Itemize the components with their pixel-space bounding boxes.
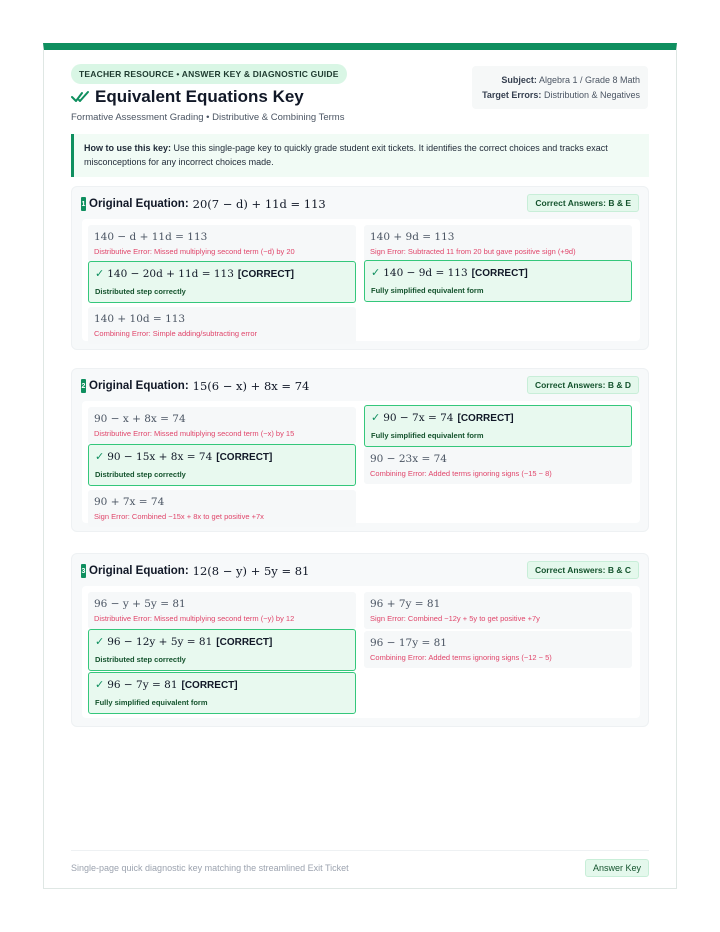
option-equation: 140 + 9d = 113 bbox=[370, 231, 455, 243]
option-card bbox=[364, 447, 632, 484]
correct-note: Distributed step correctly bbox=[95, 287, 186, 296]
correct-tag: [CORRECT] bbox=[216, 637, 273, 648]
answer-key-page bbox=[43, 43, 677, 889]
option-card-correct bbox=[88, 444, 356, 486]
error-note: Distributive Error: Missed multiplying second term (−x) by 15 bbox=[94, 429, 295, 438]
correct-tag: [CORRECT] bbox=[181, 680, 238, 691]
section-number: 1 bbox=[81, 197, 86, 211]
section-label: Original Equation: bbox=[89, 565, 189, 577]
section-number: 3 bbox=[81, 564, 86, 578]
subject-label: Subject: bbox=[501, 75, 537, 85]
correct-note: Fully simplified equivalent form bbox=[371, 286, 484, 295]
meta-box bbox=[472, 66, 648, 109]
option-equation: 96 + 7y = 81 bbox=[370, 598, 441, 610]
original-equation: 12(8 − y) + 5y = 81 bbox=[192, 564, 310, 578]
original-equation: 20(7 − d) + 11d = 113 bbox=[192, 197, 326, 211]
error-note: Sign Error: Subtracted 11 from 20 but gave positive sign (+9d) bbox=[370, 247, 576, 256]
check-icon: ✓ bbox=[371, 266, 381, 279]
double-check-icon bbox=[71, 89, 91, 105]
correct-answers-badge: Correct Answers: B & D bbox=[527, 376, 639, 394]
correct-answers-badge: Correct Answers: B & C bbox=[527, 561, 639, 579]
error-note: Combining Error: Added terms ignoring signs (−15 − 8) bbox=[370, 469, 552, 478]
subject-value: Algebra 1 / Grade 8 Math bbox=[538, 75, 640, 85]
error-note: Distributive Error: Missed multiplying second term (−d) by 20 bbox=[94, 247, 295, 256]
resource-tag: TEACHER RESOURCE • ANSWER KEY & DIAGNOSTIC GUIDE bbox=[71, 64, 347, 84]
error-note: Sign Error: Combined −15x + 8x to get positive +7x bbox=[94, 512, 264, 521]
option-card bbox=[88, 307, 356, 344]
option-card bbox=[88, 490, 356, 527]
option-equation: 140 + 10d = 113 bbox=[94, 313, 186, 325]
option-card-correct bbox=[364, 260, 632, 302]
option-card bbox=[88, 592, 356, 629]
check-icon: ✓ bbox=[95, 267, 105, 280]
question-section-2 bbox=[71, 368, 649, 532]
footer bbox=[71, 850, 649, 873]
option-card bbox=[364, 592, 632, 629]
option-card-correct bbox=[88, 629, 356, 671]
option-card bbox=[364, 225, 632, 262]
answer-key-badge: Answer Key bbox=[585, 859, 649, 877]
how-to-text: Use this single-page key to quickly grade student exit tickets. It identifies the correct choices and tracks exact misconceptions for any incorrect choices made. bbox=[84, 143, 608, 167]
correct-note: Distributed step correctly bbox=[95, 470, 186, 479]
page-title: Equivalent Equations Key bbox=[95, 87, 304, 106]
section-header bbox=[81, 377, 309, 395]
error-note: Distributive Error: Missed multiplying second term (−y) by 12 bbox=[94, 614, 295, 623]
option-equation: 96 − 17y = 81 bbox=[370, 637, 447, 649]
original-equation: 15(6 − x) + 8x = 74 bbox=[192, 379, 310, 393]
correct-tag: [CORRECT] bbox=[237, 269, 294, 280]
page-subtitle: Formative Assessment Grading • Distributive & Combining Terms bbox=[71, 112, 345, 123]
options-panel bbox=[82, 219, 640, 341]
correct-note: Fully simplified equivalent form bbox=[371, 431, 484, 440]
option-equation: 90 − 23x = 74 bbox=[370, 453, 447, 465]
error-note: Combining Error: Simple adding/subtracting error bbox=[94, 329, 257, 338]
option-equation: 90 + 7x = 74 bbox=[94, 496, 165, 508]
option-equation: 140 − 20d + 11d = 113 bbox=[107, 268, 234, 280]
section-number: 2 bbox=[81, 379, 86, 393]
title-row bbox=[71, 86, 304, 108]
error-note: Sign Error: Combined −12y + 5y to get positive +7y bbox=[370, 614, 540, 623]
section-header bbox=[81, 562, 309, 580]
check-icon: ✓ bbox=[95, 678, 105, 691]
option-card bbox=[88, 225, 356, 262]
correct-tag: [CORRECT] bbox=[471, 268, 528, 279]
option-card-correct bbox=[364, 405, 632, 447]
option-equation: 96 − y + 5y = 81 bbox=[94, 598, 186, 610]
section-header bbox=[81, 195, 326, 213]
option-equation: 140 − 9d = 113 bbox=[383, 267, 468, 279]
option-card-correct bbox=[88, 261, 356, 303]
question-section-3 bbox=[71, 553, 649, 727]
section-label: Original Equation: bbox=[89, 380, 189, 392]
check-icon: ✓ bbox=[95, 635, 105, 648]
error-note: Combining Error: Added terms ignoring signs (−12 − 5) bbox=[370, 653, 552, 662]
check-icon: ✓ bbox=[95, 450, 105, 463]
target-errors-label: Target Errors: bbox=[482, 90, 542, 100]
option-card bbox=[364, 631, 632, 668]
option-equation: 90 − 7x = 74 bbox=[383, 412, 454, 424]
correct-answers-badge: Correct Answers: B & E bbox=[527, 194, 639, 212]
option-card-correct bbox=[88, 672, 356, 714]
option-equation: 96 − 7y = 81 bbox=[107, 679, 178, 691]
how-to-label: How to use this key: bbox=[84, 143, 172, 153]
option-card bbox=[88, 407, 356, 444]
correct-note: Fully simplified equivalent form bbox=[95, 698, 208, 707]
correct-note: Distributed step correctly bbox=[95, 655, 186, 664]
option-equation: 96 − 12y + 5y = 81 bbox=[107, 636, 213, 648]
options-panel bbox=[82, 401, 640, 523]
section-label: Original Equation: bbox=[89, 198, 189, 210]
how-to-callout bbox=[71, 134, 649, 177]
options-panel bbox=[82, 586, 640, 718]
correct-tag: [CORRECT] bbox=[457, 413, 514, 424]
target-errors-value: Distribution & Negatives bbox=[543, 90, 640, 100]
correct-tag: [CORRECT] bbox=[216, 452, 273, 463]
footer-text: Single-page quick diagnostic key matching the streamlined Exit Ticket bbox=[71, 863, 349, 873]
question-section-1 bbox=[71, 186, 649, 350]
check-icon: ✓ bbox=[371, 411, 381, 424]
option-equation: 140 − d + 11d = 113 bbox=[94, 231, 208, 243]
option-equation: 90 − x + 8x = 74 bbox=[94, 413, 186, 425]
option-equation: 90 − 15x + 8x = 74 bbox=[107, 451, 213, 463]
